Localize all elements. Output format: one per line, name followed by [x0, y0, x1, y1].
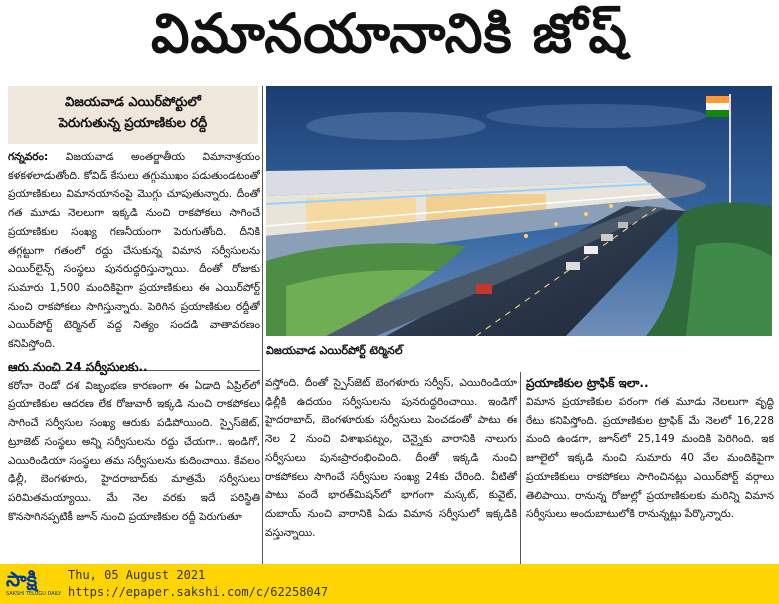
subhead-box — [8, 86, 258, 144]
logo-tagline: SAKSHI TELUGU DAILY — [6, 591, 62, 597]
sakshi-logo — [6, 567, 62, 601]
article-body: విమాన ప్రయాణికుల పరంగా గత మూడు నెలలుగా వృద్ధి రేటు కనిపిస్తోంది. ప్రయాణికుల ట్రాఫిక్‌ మే నెలలో 16,228 మంది ఉండగా, జూన్‌లో 25,149 మందికి పెరిగింది. ఇక జూలైలో ఇక్కడి నుంచి సుమారు 40 వేల మందికిపైగా ప్రయాణికులు రాకపోకలు సాగించినట్లు ఎయిర్‌పోర్ట్‌ వర్గాలు తెలిపాయి. రానున్న రోజుల్లో ప్రయాణికులకు మరిన్ని విమాన సర్వీసులు అందుబాటులోకి రానున్నట్లు పేర్కొన్నారు. — [526, 396, 774, 521]
article-body: కరోనా రెండో దశ విజృంభణ కారణంగా ఈ ఏడాది ఏప్రిల్‌లో ప్రయాణికుల ఆదరణ లేక రోజువారీ ఇక్కడి నుంచి రాకపోకలు సాగించే సర్వీసుల సంఖ్య ఆరుకు పడిపోయింది. స్పైస్‌జెట్‌, ట్రూజెట్‌ సంస్థలు అన్ని సర్వీసులను రద్దు చేయగా.. ఇండిగో, ఎయిరిండియా సంస్థలు తమ సర్వీసులను కుదించాయి. కేవలం ఢిల్లీ, బెంగళూరు, హైదరాబాద్‌కు మాత్రమే సర్వీసులు పరిమితమయ్యాయి. మే నెల వరకు ఇదే పరిస్థితి కొనసాగినప్పటికీ జూన్‌ నుంచి ప్రయాణికుల రద్దీ పెరుగుతూ — [8, 379, 260, 523]
edition-date: Thu, 05 August 2021 — [68, 568, 206, 582]
subhead-line-1: విజయవాడ ఎయిర్‌పోర్టులో — [65, 95, 201, 110]
article-body: విజయవాడ అంతర్జాతీయ విమానాశ్రయం కళకళలాడుతోంది. కోవిడ్‌ కేసులు తగ్గుముఖం పడుతుండటంతో ప్రయాణికులు విమానయానంపై మొగ్గు చూపుతున్నారు. దీంతో గత మూడు నెలలుగా ఇక్కడి నుంచి రాకపోకలు సాగించే ప్రయాణికుల సంఖ్య గణనీయంగా పెరుగుతోంది. దీనికి తగ్గట్టుగా గతంలో రద్దు చేసుకున్న విమాన సర్వీసులను ఎయిర్‌లైన్స్‌ సంస్థలు పునరుద్ధరిస్తున్నాయి. దీంతో రోజుకు సుమారు 1,500 మందికిపైగా ప్రయాణికులు ఈ ఎయిర్‌పోర్ట్‌ నుంచి రాకపోకలు సాగిస్తున్నారు. పెరిగిన ప్రయాణికుల రద్దీతో ఎయిర్‌పోర్ట్‌ టెర్మినల్‌ వద్ద నిత్యం సందడి వాతావరణం కనిపిస్తోంది. — [8, 151, 260, 351]
article-column-2 — [265, 374, 517, 564]
source-url[interactable]: https://epaper.sakshi.com/c/62258047 — [68, 585, 329, 599]
logo-text: సాక్షి — [6, 567, 38, 591]
footer-bar — [0, 564, 779, 604]
column-divider — [262, 86, 263, 564]
article-body: వస్తోంది. దీంతో స్పైస్‌జెట్‌ బెంగళూరు సర్వీస్‌, ఎయిరిండియా ఢిల్లీకి ఉదయం సర్వీసులను పునరుద్ధరించాయి. ఇండిగో హైదరాబాద్‌, బెంగళూరుకు సర్వీసులు పెంచడంతో పాటు ఈ నెల 2 నుంచి విశాఖపట్నం, చెన్నైకు వారానికి నాలుగు సర్వీసులు పునఃప్రారంభించింది. దీంతో ఇక్కడి నుంచి రాకపోకలు సాగించే సర్వీసుల సంఖ్య 24కు చేరింది. వీటితో పాటు వందే భారత్‌మిషన్‌లో భాగంగా మస్కట్‌, కువైట్‌, దుబాయ్‌ నుంచి వారానికి ఏడు విమాన సర్వీసులో ఇక్కడికి వస్తున్నాయి. — [265, 377, 517, 539]
headline: విమానయానానికి జోష్‌ — [151, 1, 628, 65]
column-divider — [520, 372, 521, 564]
subhead-line-2: పెరుగుతున్న ప్రయాణికుల రద్దీ — [58, 116, 208, 131]
airport-terminal-photo — [266, 86, 772, 336]
photo-caption: విజయవాడ ఎయిర్‌పోర్ట్‌ టెర్మినల్‌ — [266, 344, 403, 357]
dateline: గన్నవరం: — [8, 151, 49, 163]
article-column-3 — [526, 374, 774, 564]
subheading: ప్రయాణికుల ట్రాఫిక్‌ ఇలా.. — [526, 376, 649, 390]
subheading: ఆరు నుంచి 24 సర్వీసులకు.. — [8, 359, 148, 374]
article-column-1 — [8, 148, 260, 558]
